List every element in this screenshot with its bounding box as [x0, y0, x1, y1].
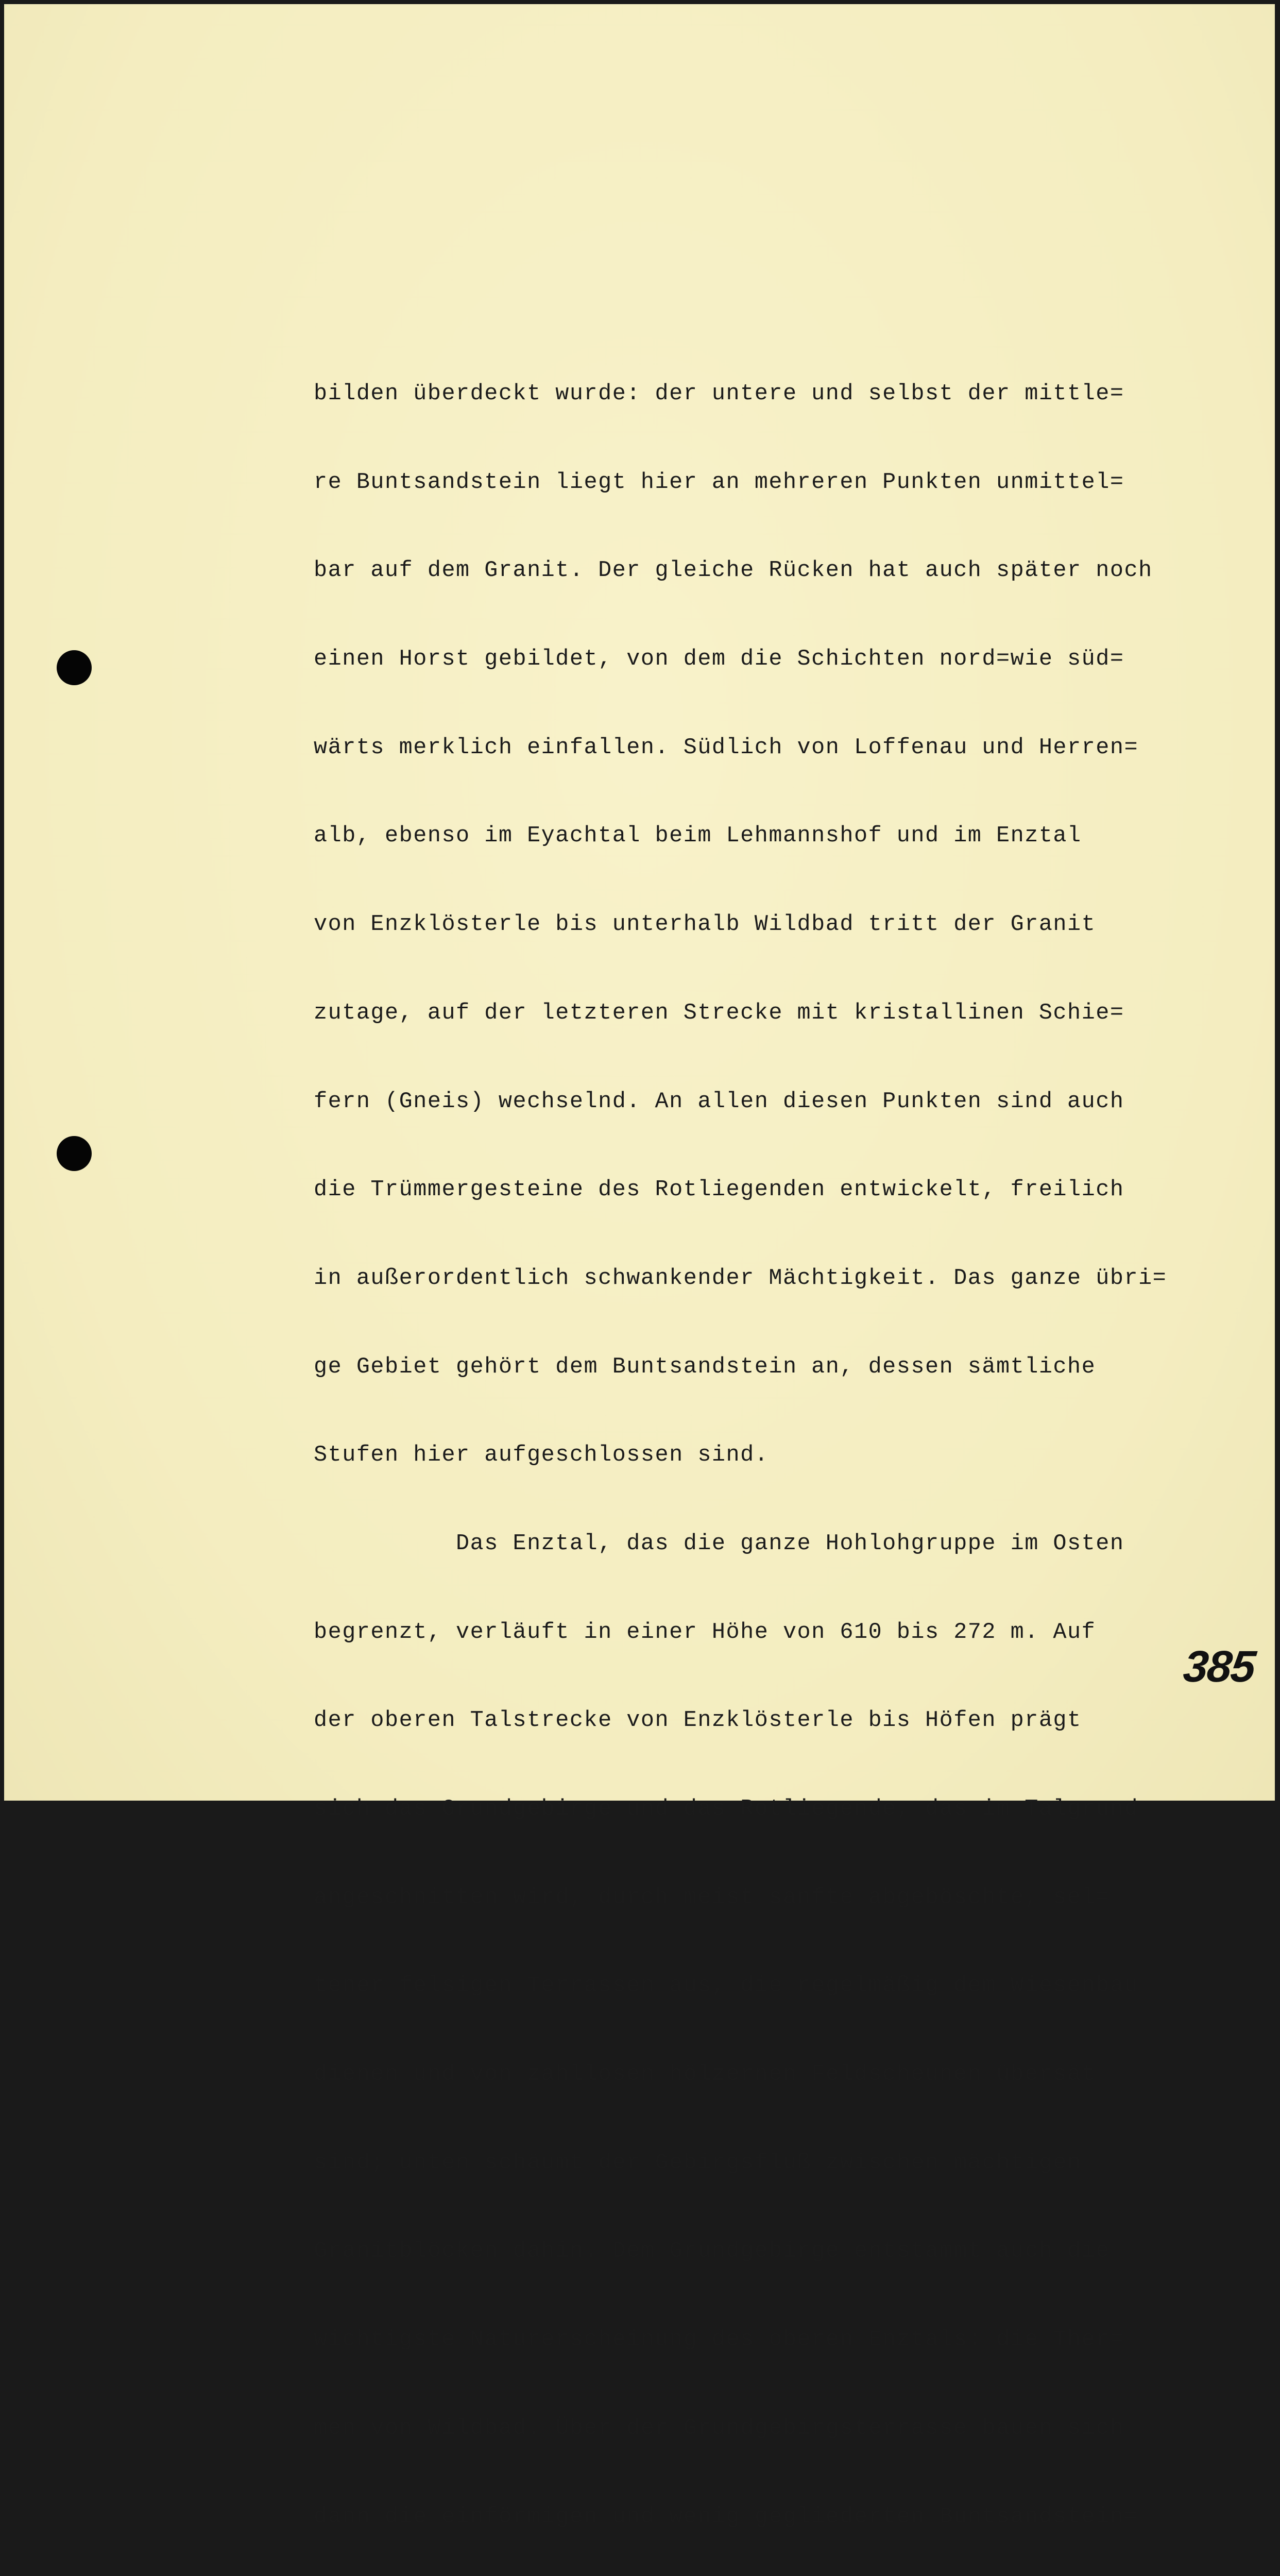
- text-line: in außerordentlich schwankender Mächtigkeit. Das ganze übri=: [314, 1265, 1167, 1291]
- text-line: der oberen Talstrecke von Enzklösterle bis Höfen prägt: [314, 1708, 1082, 1734]
- document-page: [4, 4, 1275, 2530]
- text-line: zutage, auf der letzteren Strecke mit kristallinen Schie=: [314, 1000, 1124, 1026]
- text-line: fern (Gneis) wechselnd. An allen diesen Punkten sind auch: [314, 1089, 1124, 1114]
- text-line: bar auf dem Granit. Der gleiche Rücken hat auch später noch: [314, 558, 1153, 584]
- text-line: wärts merklich einfallen. Südlich von Loffenau und Herren=: [314, 735, 1139, 760]
- text-line: sind; unten schäumt der Gebirgsfluß zwischen mächtigen: [314, 2150, 1082, 2176]
- handwritten-page-number: 385: [1181, 1642, 1257, 1691]
- text-line: men von Wildbad. Über der Grundgebirgsterrasse bauen sich: [314, 2415, 1124, 2441]
- text-line: wichtigste Naturerscheinung des oberen Enztals: die Ther=: [314, 2327, 1124, 2353]
- text-line: Granitblöcken dahin. Dem Grundgebirge entstammt auch die: [314, 2239, 1110, 2264]
- text-line: angeschnitten wird, durch meist sanfte abgeböschte, sel=: [314, 1885, 1110, 1910]
- text-line: tener felsigen Terrassen aus, die regelmäßig dem Wiesenbau: [314, 1973, 1139, 1999]
- text-line: von Enzklösterle bis unterhalb Wildbad tritt der Granit: [314, 912, 1096, 938]
- text-line: sich das Grundgebirge und das Rotliegende, das im Talgrund: [314, 1797, 1139, 1822]
- punch-hole-top: [57, 650, 92, 685]
- text-line: die Trümmergesteine des Rotliegenden entwickelt, freilich: [314, 1177, 1124, 1203]
- text-line: bilden überdeckt wurde: der untere und selbst der mittle=: [314, 381, 1124, 406]
- text-line: Das Enztal, das die ganze Hohlohgruppe im Osten: [314, 1531, 1124, 1556]
- text-line: dienen und von zahllosen hölzernen Feldscheunen übersät: [314, 2062, 1096, 2088]
- punch-hole-bottom: [57, 1136, 92, 1171]
- text-line: begrenzt, verläuft in einer Höhe von 610 bis 272 m. Auf: [314, 1619, 1096, 1645]
- text-line: alb, ebenso im Eyachtal beim Lehmannshof und im Enztal: [314, 823, 1082, 849]
- typewritten-body: [314, 325, 1267, 2576]
- text-line: re Buntsandstein liegt hier an mehreren Punkten unmittel=: [314, 469, 1124, 495]
- text-line: Stufen hier aufgeschlossen sind.: [314, 1443, 769, 1468]
- text-line: dann die einförmigen und wenig gegliederten Buntsandstein=: [314, 2504, 1139, 2530]
- text-line: ge Gebiet gehört dem Buntsandstein an, dessen sämtliche: [314, 1354, 1096, 1380]
- text-line: einen Horst gebildet, von dem die Schichten nord=wie süd=: [314, 647, 1124, 672]
